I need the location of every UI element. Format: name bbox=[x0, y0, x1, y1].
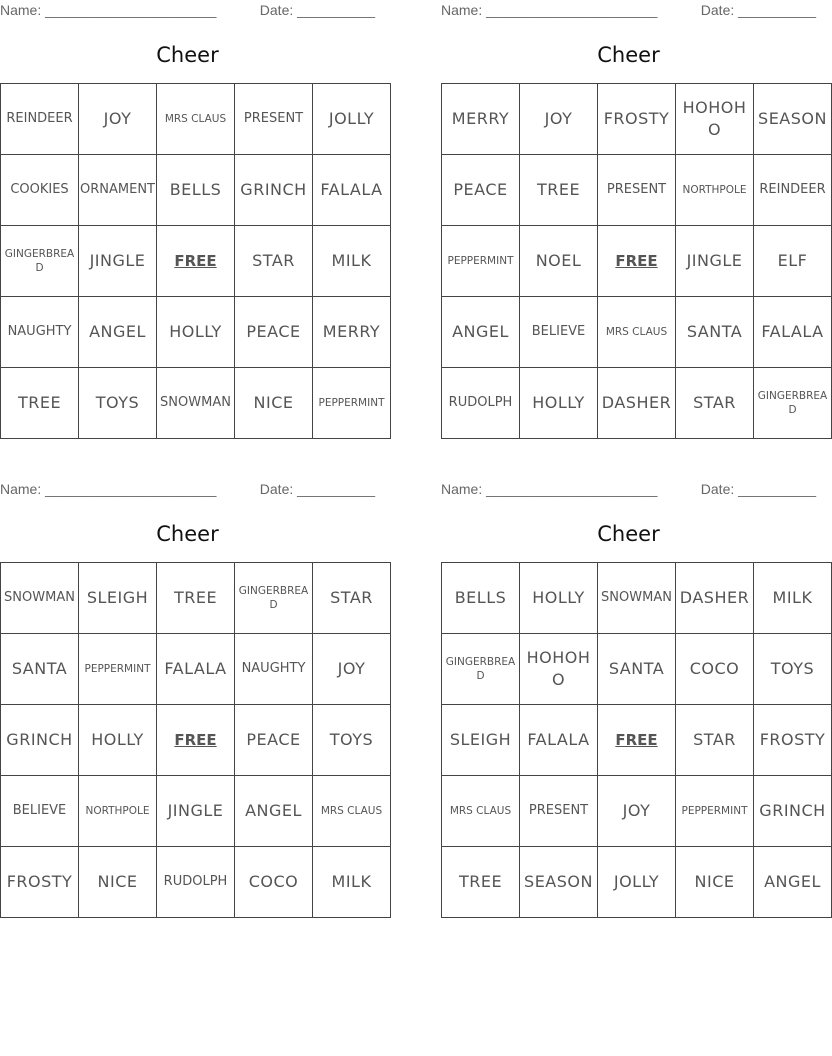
bingo-cell: ORNAMENT bbox=[79, 155, 157, 226]
bingo-cell: REINDEER bbox=[754, 155, 832, 226]
bingo-cell: SANTA bbox=[676, 297, 754, 368]
bingo-cell: BELIEVE bbox=[1, 776, 79, 847]
grid-row bbox=[442, 634, 832, 705]
bingo-cell: JOY bbox=[598, 776, 676, 847]
bingo-cell: PEPPERMINT bbox=[313, 368, 391, 439]
bingo-cell: HOLLY bbox=[79, 705, 157, 776]
bingo-cell: TREE bbox=[442, 847, 520, 918]
grid-row bbox=[442, 705, 832, 776]
grid-row bbox=[442, 155, 832, 226]
bingo-cell: FALALA bbox=[157, 634, 235, 705]
bingo-cell: NICE bbox=[235, 368, 313, 439]
bingo-cell: HOLLY bbox=[520, 563, 598, 634]
bingo-cell: NAUGHTY bbox=[1, 297, 79, 368]
bingo-cell: NOEL bbox=[520, 226, 598, 297]
free-space: FREE bbox=[157, 705, 235, 776]
bingo-cell: HOLLY bbox=[520, 368, 598, 439]
bingo-cell: FROSTY bbox=[1, 847, 79, 918]
grid-row bbox=[442, 563, 832, 634]
bingo-cell: PRESENT bbox=[235, 84, 313, 155]
bingo-cell: HOLLY bbox=[157, 297, 235, 368]
bingo-cell: MRS CLAUS bbox=[313, 776, 391, 847]
bingo-cell: PEACE bbox=[235, 297, 313, 368]
bingo-cell: GRINCH bbox=[1, 705, 79, 776]
bingo-cell: FROSTY bbox=[754, 705, 832, 776]
bingo-cell: TOYS bbox=[754, 634, 832, 705]
bingo-cell: PRESENT bbox=[520, 776, 598, 847]
bingo-cell: FALALA bbox=[313, 155, 391, 226]
bingo-cell: NICE bbox=[79, 847, 157, 918]
bingo-cell: FALALA bbox=[520, 705, 598, 776]
bingo-cell: MRS CLAUS bbox=[598, 297, 676, 368]
bingo-cell: TOYS bbox=[79, 368, 157, 439]
bingo-cell: STAR bbox=[235, 226, 313, 297]
grid-row bbox=[442, 226, 832, 297]
bingo-cell: MILK bbox=[313, 847, 391, 918]
name-label: Name: ______________________ bbox=[441, 2, 658, 18]
bingo-cell: NORTHPOLE bbox=[676, 155, 754, 226]
bingo-cell: SNOWMAN bbox=[1, 563, 79, 634]
grid-row bbox=[1, 84, 391, 155]
bingo-cell: BELLS bbox=[157, 155, 235, 226]
bingo-cell: COCO bbox=[676, 634, 754, 705]
bingo-cell: SEASON bbox=[520, 847, 598, 918]
bingo-cell: TOYS bbox=[313, 705, 391, 776]
bingo-cell: JINGLE bbox=[79, 226, 157, 297]
name-label: Name: ______________________ bbox=[0, 481, 217, 497]
bingo-cell: STAR bbox=[676, 705, 754, 776]
card-title: Cheer bbox=[156, 43, 219, 67]
bingo-cell: GINGERBREAD bbox=[1, 226, 79, 297]
bingo-cell: JOY bbox=[79, 84, 157, 155]
grid-row bbox=[1, 776, 391, 847]
bingo-card-3 bbox=[0, 479, 383, 892]
grid-row bbox=[1, 563, 391, 634]
bingo-grid bbox=[441, 562, 832, 918]
bingo-cell: GRINCH bbox=[235, 155, 313, 226]
bingo-grid bbox=[0, 83, 391, 439]
date-label: Date: __________ bbox=[259, 2, 375, 18]
card-title: Cheer bbox=[597, 522, 660, 546]
name-label: Name: ______________________ bbox=[0, 2, 217, 18]
bingo-grid bbox=[441, 83, 832, 439]
bingo-cell: JOY bbox=[520, 84, 598, 155]
bingo-card-2 bbox=[441, 0, 828, 416]
bingo-cell: FALALA bbox=[754, 297, 832, 368]
bingo-cell: GINGERBREAD bbox=[235, 563, 313, 634]
bingo-cell: SANTA bbox=[1, 634, 79, 705]
bingo-cell: TREE bbox=[157, 563, 235, 634]
card-title: Cheer bbox=[597, 43, 660, 67]
bingo-cell: GINGERBREAD bbox=[442, 634, 520, 705]
bingo-cell: COCO bbox=[235, 847, 313, 918]
card-header bbox=[0, 0, 375, 22]
card-header bbox=[0, 479, 375, 501]
bingo-grid bbox=[0, 562, 391, 918]
bingo-cell: SEASON bbox=[754, 84, 832, 155]
bingo-cell: MRS CLAUS bbox=[442, 776, 520, 847]
bingo-cell: DASHER bbox=[676, 563, 754, 634]
bingo-cell: SANTA bbox=[598, 634, 676, 705]
bingo-cell: SNOWMAN bbox=[157, 368, 235, 439]
bingo-cell: PEPPERMINT bbox=[676, 776, 754, 847]
bingo-cell: BELIEVE bbox=[520, 297, 598, 368]
bingo-cell: HOHOHO bbox=[676, 84, 754, 155]
bingo-cell: HOHOHO bbox=[520, 634, 598, 705]
grid-row bbox=[1, 705, 391, 776]
bingo-cell: JINGLE bbox=[676, 226, 754, 297]
bingo-cell: JINGLE bbox=[157, 776, 235, 847]
bingo-cell: NORTHPOLE bbox=[79, 776, 157, 847]
bingo-cell: PEPPERMINT bbox=[442, 226, 520, 297]
bingo-cell: PEPPERMINT bbox=[79, 634, 157, 705]
bingo-cell: FROSTY bbox=[598, 84, 676, 155]
date-label: Date: __________ bbox=[700, 2, 816, 18]
card-title: Cheer bbox=[156, 522, 219, 546]
bingo-cell: STAR bbox=[313, 563, 391, 634]
bingo-cell: MILK bbox=[754, 563, 832, 634]
bingo-cell: PEACE bbox=[235, 705, 313, 776]
grid-row bbox=[1, 226, 391, 297]
bingo-cell: MERRY bbox=[442, 84, 520, 155]
bingo-cell: PRESENT bbox=[598, 155, 676, 226]
bingo-cell: PEACE bbox=[442, 155, 520, 226]
bingo-cell: ANGEL bbox=[754, 847, 832, 918]
bingo-cell: SNOWMAN bbox=[598, 563, 676, 634]
grid-row bbox=[1, 634, 391, 705]
bingo-card-1 bbox=[0, 0, 385, 413]
grid-row bbox=[1, 368, 391, 439]
bingo-cell: STAR bbox=[676, 368, 754, 439]
card-header bbox=[441, 0, 816, 22]
bingo-cell: ANGEL bbox=[442, 297, 520, 368]
grid-row bbox=[442, 847, 832, 918]
bingo-cell: BELLS bbox=[442, 563, 520, 634]
bingo-cell: TREE bbox=[520, 155, 598, 226]
free-space: FREE bbox=[157, 226, 235, 297]
grid-row bbox=[442, 776, 832, 847]
bingo-cell: COOKIES bbox=[1, 155, 79, 226]
bingo-cell: MILK bbox=[313, 226, 391, 297]
bingo-cell: JOLLY bbox=[313, 84, 391, 155]
bingo-cell: ANGEL bbox=[235, 776, 313, 847]
bingo-card-4 bbox=[441, 479, 826, 892]
card-header bbox=[441, 479, 816, 501]
bingo-cell: SLEIGH bbox=[79, 563, 157, 634]
bingo-cell: GRINCH bbox=[754, 776, 832, 847]
free-space: FREE bbox=[598, 226, 676, 297]
grid-row bbox=[1, 847, 391, 918]
free-space: FREE bbox=[598, 705, 676, 776]
bingo-cell: ANGEL bbox=[79, 297, 157, 368]
bingo-cell: NICE bbox=[676, 847, 754, 918]
name-label: Name: ______________________ bbox=[441, 481, 658, 497]
bingo-cell: SLEIGH bbox=[442, 705, 520, 776]
grid-row bbox=[442, 84, 832, 155]
grid-row bbox=[1, 297, 391, 368]
date-label: Date: __________ bbox=[259, 481, 375, 497]
bingo-cell: RUDOLPH bbox=[442, 368, 520, 439]
bingo-cell: JOY bbox=[313, 634, 391, 705]
bingo-cell: MERRY bbox=[313, 297, 391, 368]
grid-row bbox=[1, 155, 391, 226]
bingo-cell: TREE bbox=[1, 368, 79, 439]
bingo-cell: NAUGHTY bbox=[235, 634, 313, 705]
grid-row bbox=[442, 368, 832, 439]
bingo-cell: GINGERBREAD bbox=[754, 368, 832, 439]
bingo-cell: ELF bbox=[754, 226, 832, 297]
bingo-cell: JOLLY bbox=[598, 847, 676, 918]
bingo-cell: REINDEER bbox=[1, 84, 79, 155]
bingo-cell: DASHER bbox=[598, 368, 676, 439]
bingo-cell: MRS CLAUS bbox=[157, 84, 235, 155]
date-label: Date: __________ bbox=[700, 481, 816, 497]
bingo-cell: RUDOLPH bbox=[157, 847, 235, 918]
grid-row bbox=[442, 297, 832, 368]
